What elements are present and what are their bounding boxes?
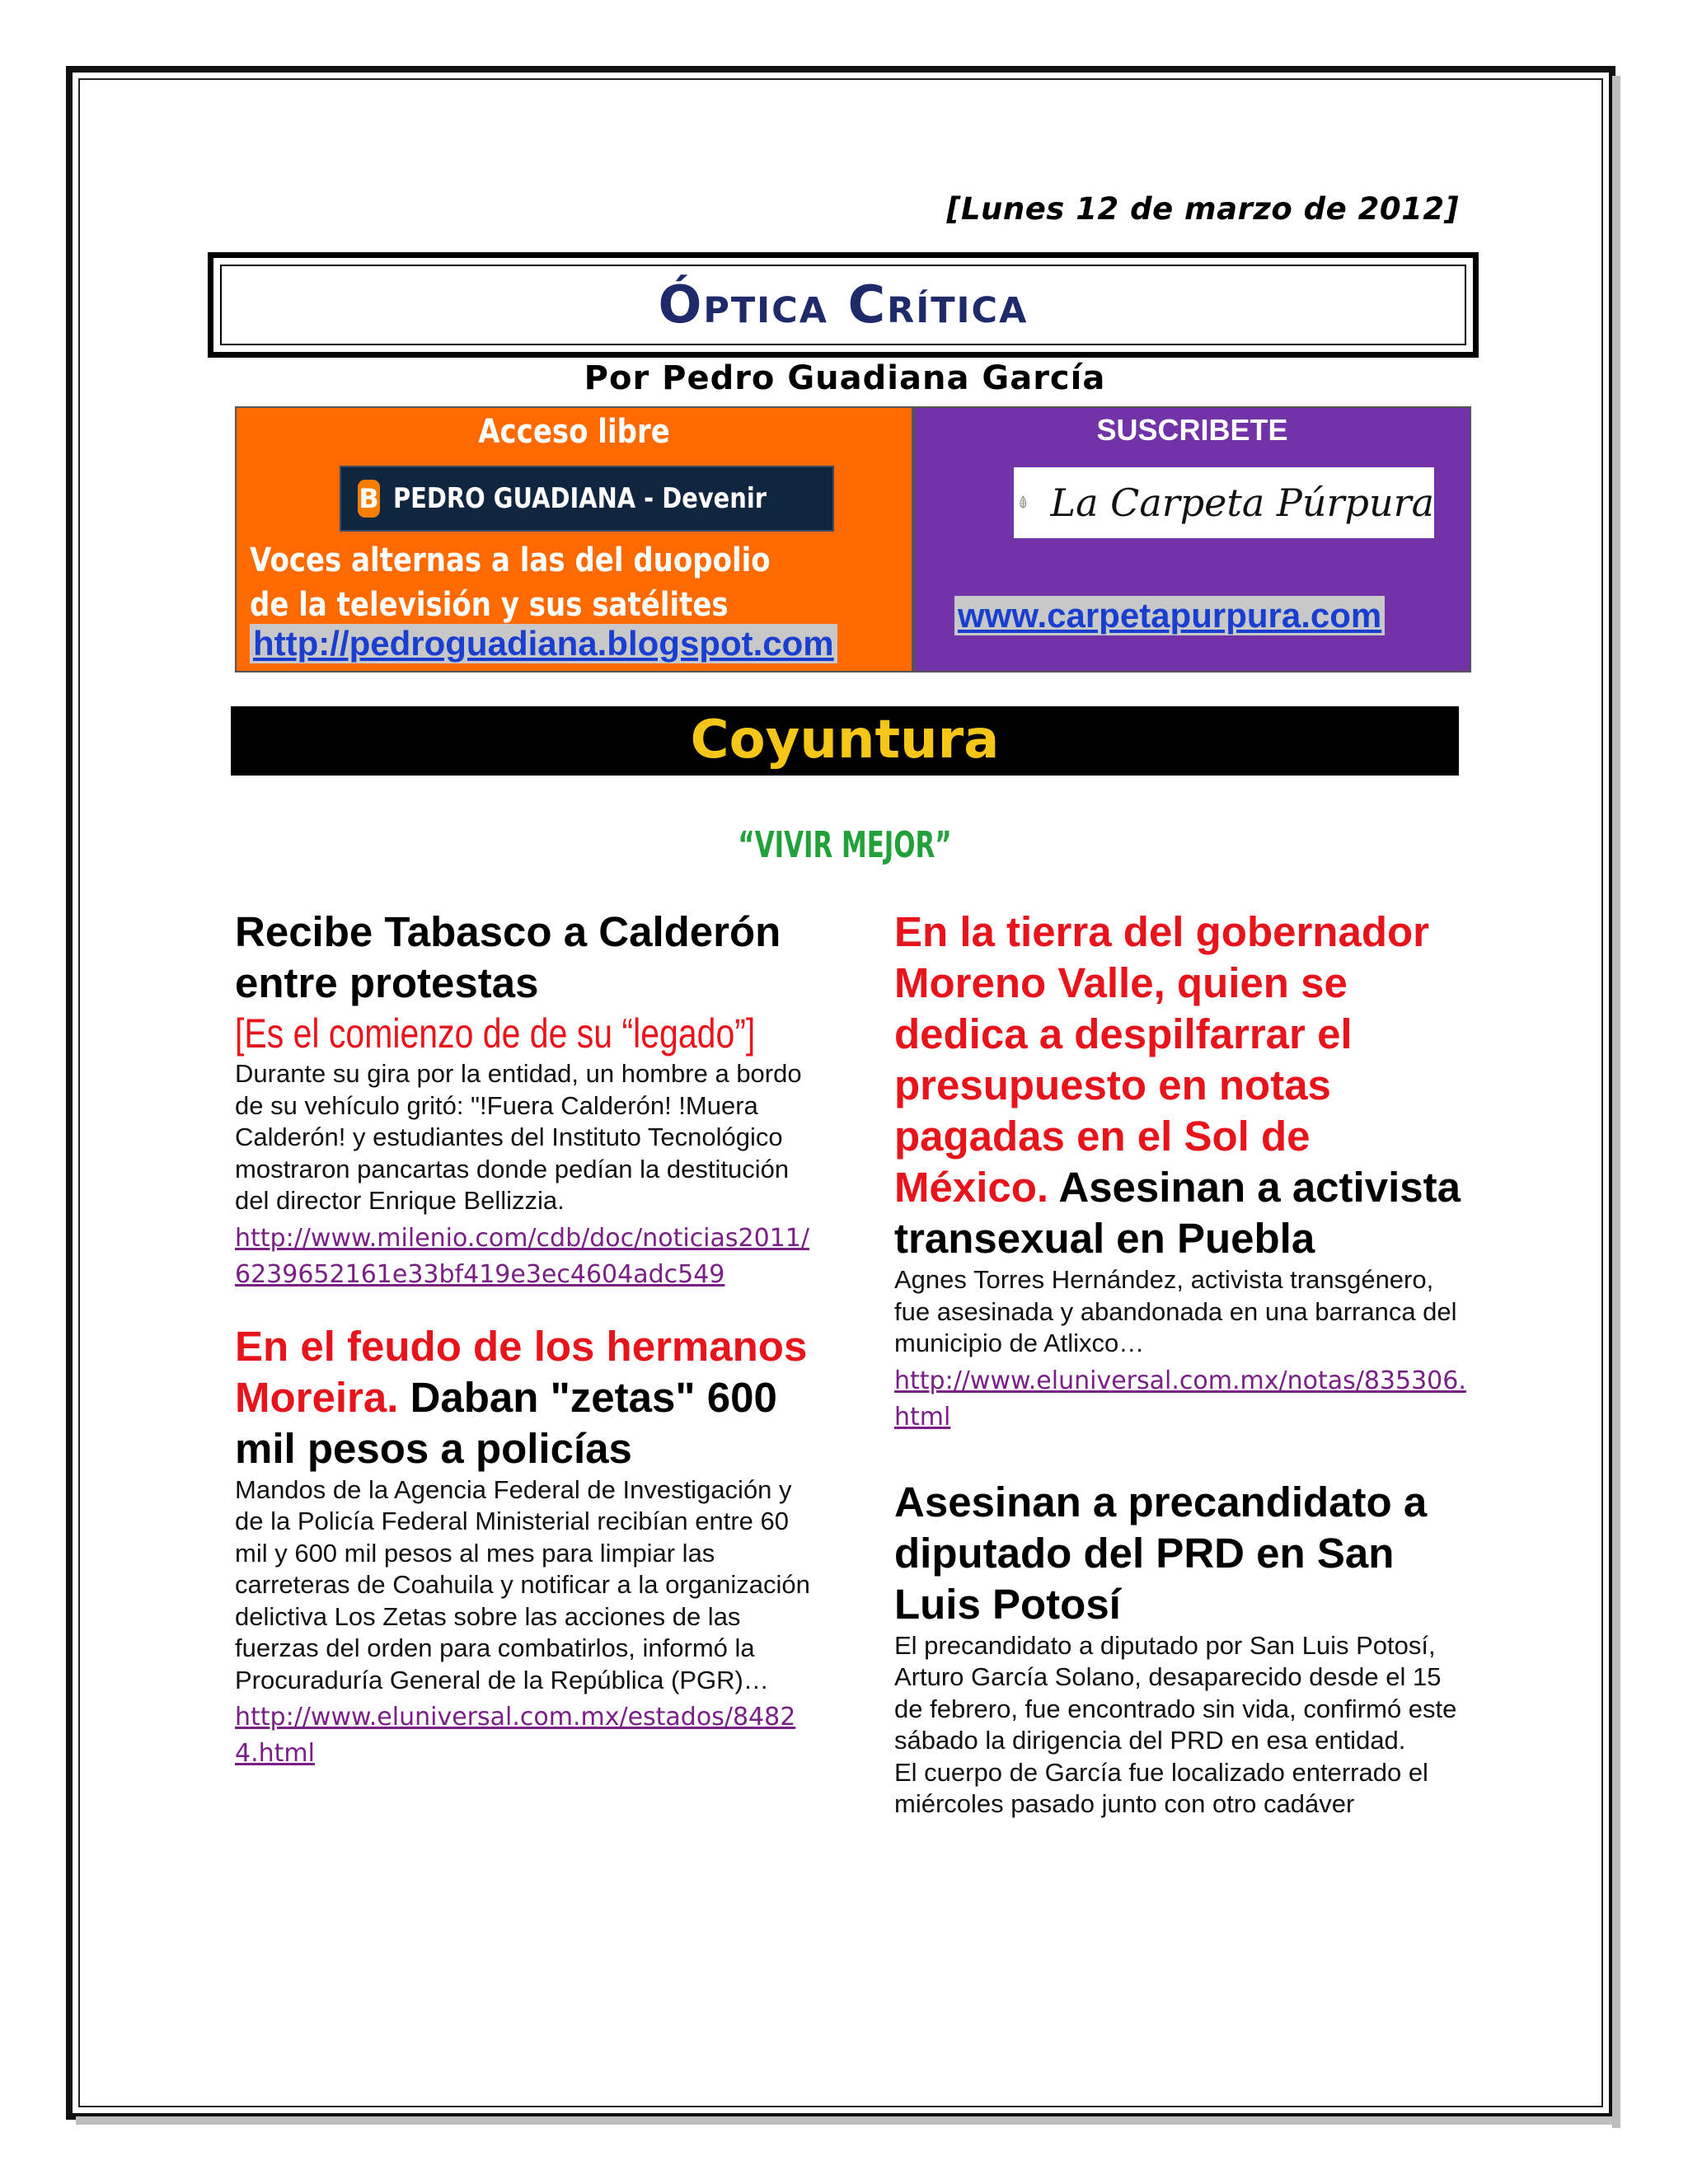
subscribe-heading: SUSCRIBETE: [1096, 413, 1288, 447]
page-shadow-right: [1612, 76, 1620, 2128]
promo-free-access: [235, 406, 913, 673]
carpeta-purpura-logo[interactable]: [1014, 467, 1434, 538]
article-headline: Daban "zetas" 600 mil pesos a policías: [235, 1373, 777, 1472]
article-puebla: [894, 907, 1471, 1436]
blog-badge-label: PEDRO GUADIANA - Devenir: [393, 482, 767, 515]
section-bar: [231, 706, 1459, 776]
article-headline-red: En el feudo de los hermanos Moreira.: [235, 1322, 808, 1421]
title-box: [208, 252, 1479, 358]
article-headline: Asesinan a precandidato a diputado del PRD en San Luis Potosí: [894, 1478, 1428, 1628]
right-column: [894, 907, 1471, 1821]
carpeta-url-link[interactable]: www.carpetapurpura.com: [954, 596, 1385, 635]
blog-tagline: Voces alternas a las del duopolio de la televisión y sus satélites: [250, 541, 771, 624]
article-body-continued: El cuerpo de García fue localizado enterrado el miércoles pasado junto con otro cadáver: [894, 1757, 1428, 1818]
article-headline: Recibe Tabasco a Calderón entre protestas: [235, 908, 781, 1006]
article-headline-red: En la tierra del gobernador Moreno Valle, quien se dedica a despilfarrar el presupuesto en notas pagadas en el Sol de México.: [894, 908, 1429, 1211]
carpeta-logo-text: La Carpeta Púrpura: [1050, 480, 1434, 525]
blog-url-link[interactable]: http://pedroguadiana.blogspot.com: [250, 624, 837, 663]
blog-badge[interactable]: [340, 466, 834, 532]
article-link[interactable]: http://www.eluniversal.com.mx/notas/835306.html: [894, 1366, 1466, 1432]
blogger-icon: [358, 480, 380, 518]
article-body: Mandos de la Agencia Federal de Investigación y de la Policía Federal Ministerial recibían entre 60 mil y 600 mil pesos al mes para limpiar las carreteras de Coahuila y notificar a la organización delictiva Los Zetas sobre las acciones de las fuerzas del orden para combatirlos, informó la Procuraduría General de la República (PGR)…: [235, 1474, 810, 1694]
page-shadow-bottom: [76, 2116, 1620, 2125]
promo-subscribe: [913, 406, 1471, 673]
column-title: Óptica Crítica: [658, 274, 1029, 335]
article-tabasco: [235, 907, 812, 1293]
article-body: El precandidato a diputado por San Luis Potosí, Arturo García Solano, desaparecido desde el 15 de febrero, fue encontrado sin vida, confirmó este sábado la dirigencia del PRD en esa entidad.: [894, 1630, 1457, 1755]
article-headline: Asesinan a activista transexual en Puebla: [894, 1164, 1461, 1262]
article-slp: [894, 1477, 1471, 1821]
issue-date: [Lunes 12 de marzo de 2012]: [946, 191, 1459, 227]
article-link[interactable]: http://www.eluniversal.com.mx/estados/84824.html: [235, 1703, 796, 1768]
free-access-heading: Acceso libre: [478, 413, 670, 451]
article-subheadline: [Es el comienzo de de su “legado”]: [235, 1010, 756, 1057]
article-link[interactable]: http://www.milenio.com/cdb/doc/noticias2011/6239652161e33bf419e3ec4604adc549: [235, 1223, 809, 1289]
shell-icon: [1019, 476, 1028, 529]
article-body: Agnes Torres Hernández, activista transgénero, fue asesinada y abandonada en una barranca del municipio de Atlixco…: [894, 1265, 1457, 1357]
left-column: [235, 907, 812, 1772]
section-title: Coyuntura: [690, 710, 1000, 771]
section-subheading: “VIVIR MEJOR”: [738, 824, 952, 866]
article-moreira: [235, 1321, 812, 1773]
article-body: Durante su gira por la entidad, un hombre a bordo de su vehículo gritó: "!Fuera Calderón! !Muera Calderón! y estudiantes del Instituto Tecnológico mostraron pancartas donde pedían la destitución del director Enrique Bellizzia.: [235, 1059, 802, 1215]
byline: Por Pedro Guadiana García: [584, 359, 1106, 397]
